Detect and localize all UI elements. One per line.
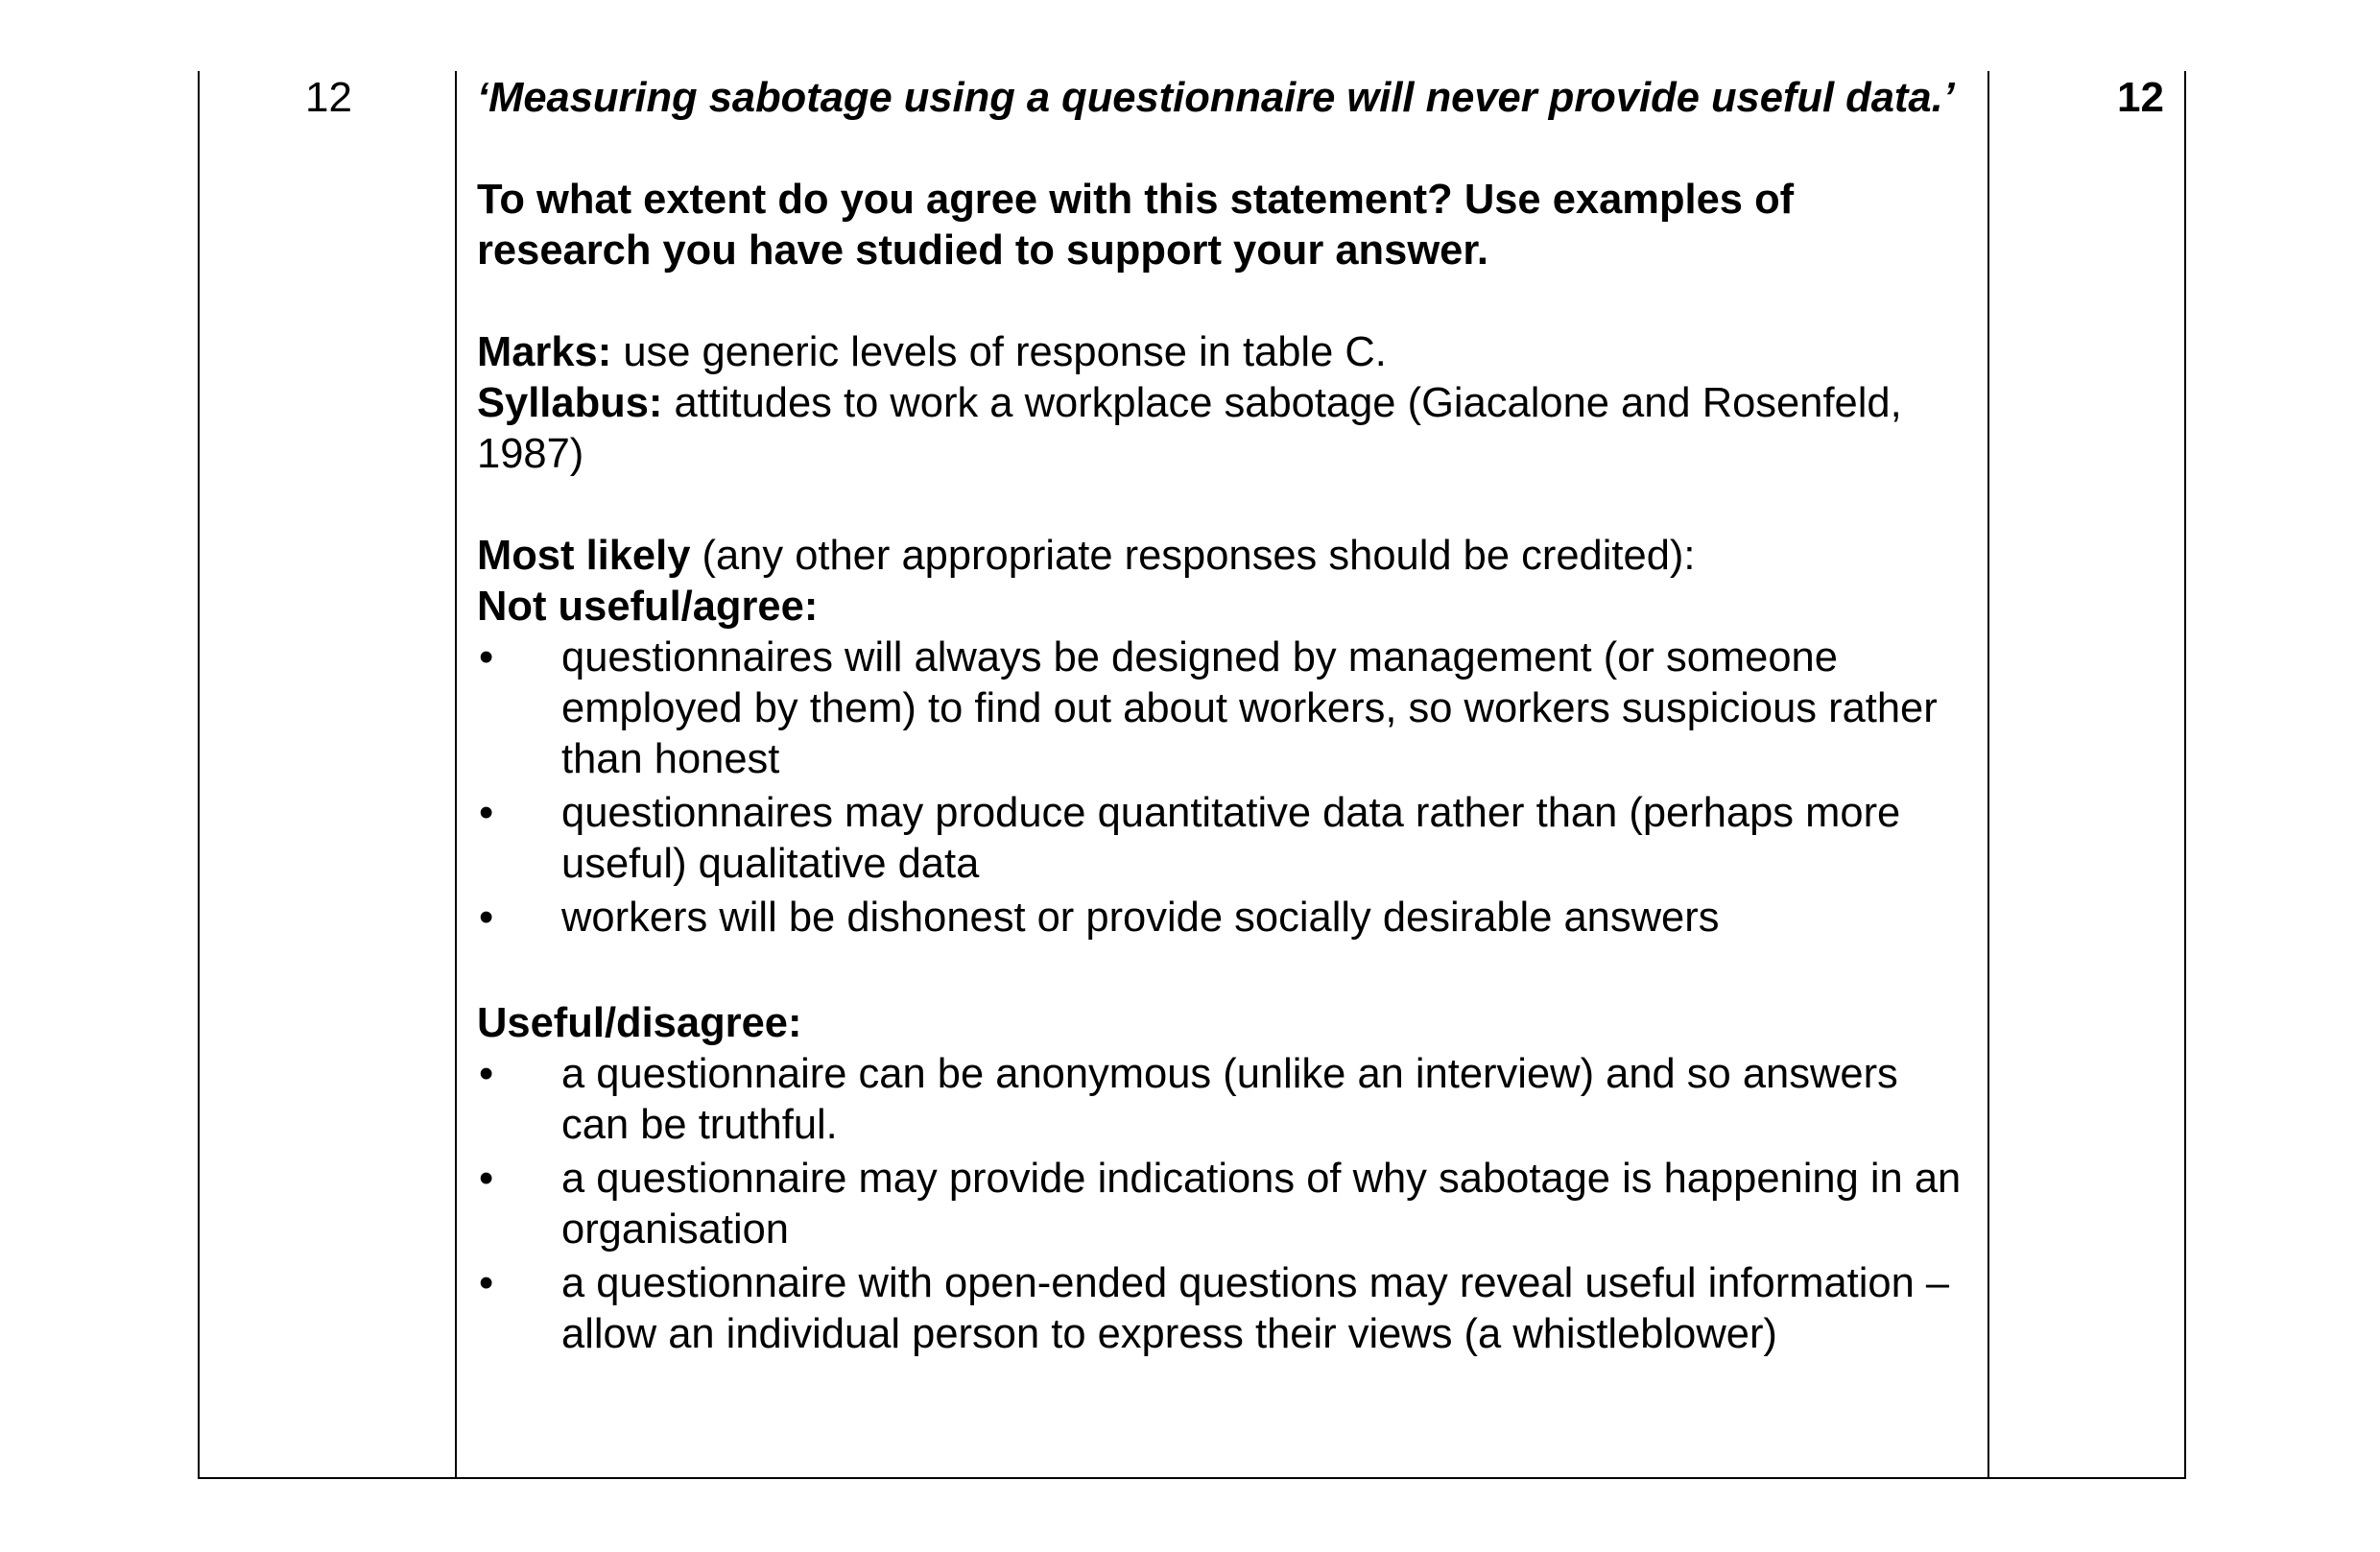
bullet-icon: • bbox=[479, 634, 494, 680]
list-item: • a questionnaire can be anonymous (unlike an interview) and so answers can be truthful. bbox=[479, 1051, 1898, 1148]
list-item: • questionnaires may produce quantitative data rather than (perhaps more useful) qualitative data bbox=[479, 790, 1901, 887]
answer-cell bbox=[477, 73, 1974, 1363]
marks-line bbox=[477, 327, 1974, 378]
most-likely-text: (any other appropriate responses should be credited): bbox=[690, 533, 1696, 579]
most-likely-label: Most likely bbox=[477, 533, 691, 579]
list-item: • workers will be dishonest or provide socially desirable answers bbox=[477, 893, 1974, 943]
marks-label: Marks: bbox=[477, 329, 612, 375]
not-useful-list bbox=[477, 633, 1974, 943]
syllabus-line bbox=[477, 378, 1974, 480]
useful-list bbox=[477, 1049, 1974, 1360]
bullet-icon: • bbox=[479, 895, 494, 941]
bullet-icon: • bbox=[479, 1156, 494, 1202]
most-likely-line bbox=[477, 531, 1974, 582]
question-marks: 12 bbox=[2117, 74, 2164, 121]
column-divider bbox=[455, 71, 457, 1477]
useful-heading: Useful/disagree: bbox=[477, 1000, 802, 1046]
mark-scheme-table bbox=[198, 71, 2186, 1479]
bullet-icon: • bbox=[479, 1051, 494, 1097]
bullet-icon: • bbox=[479, 1260, 494, 1306]
not-useful-heading: Not useful/agree: bbox=[477, 584, 819, 630]
column-divider bbox=[1987, 71, 1989, 1477]
question-number: 12 bbox=[305, 74, 352, 121]
list-item: • a questionnaire with open-ended questions may reveal useful information – allow an individual person to express their views (a whistleblower) bbox=[479, 1260, 1950, 1357]
question-prompt: To what extent do you agree with this statement? Use examples of research you have studied to support your answer. bbox=[477, 177, 1795, 274]
syllabus-text: attitudes to work a workplace sabotage (Giacalone and Rosenfeld, 1987) bbox=[477, 380, 1902, 477]
syllabus-label: Syllabus: bbox=[477, 380, 663, 426]
list-item: • a questionnaire may provide indications of why sabotage is happening in an organisation bbox=[479, 1156, 1962, 1253]
marks-text: use generic levels of response in table C. bbox=[611, 329, 1387, 375]
list-item: • questionnaires will always be designed by management (or someone employed by them) to find out about workers, so workers suspicious rather than honest bbox=[479, 634, 1938, 782]
bullet-icon: • bbox=[479, 790, 494, 836]
question-statement: ‘Measuring sabotage using a questionnaire will never provide useful data.’ bbox=[477, 75, 1955, 121]
